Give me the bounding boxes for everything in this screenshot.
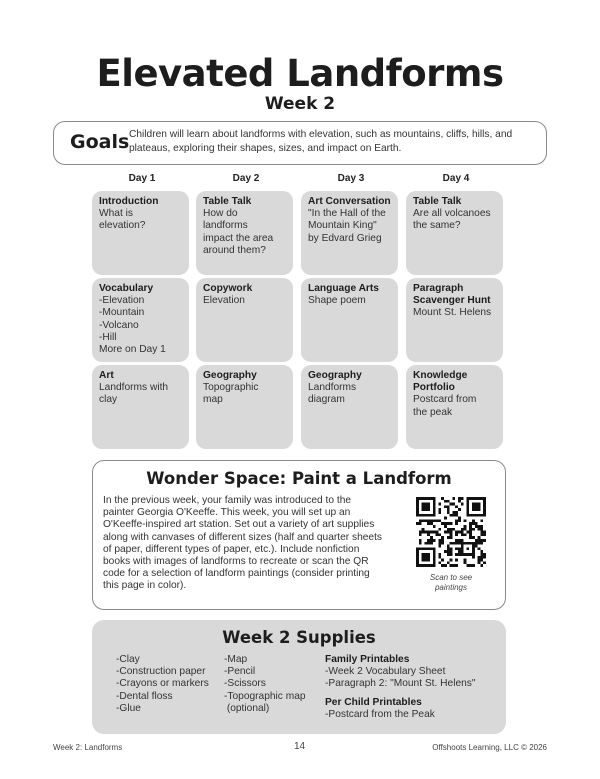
page-subtitle: Week 2 <box>264 94 336 114</box>
goals-box <box>53 121 547 165</box>
schedule-cell <box>92 191 189 275</box>
cell-line: -Volcano <box>99 319 139 331</box>
cell-line: the same? <box>413 220 461 232</box>
wonder-line: this page in color). <box>103 580 187 592</box>
cell-line: Landforms <box>308 382 357 394</box>
schedule-cell <box>301 365 398 449</box>
cell-title: Scavenger Hunt <box>413 295 491 307</box>
cell-line: Are all volcanoes <box>413 208 491 220</box>
cell-line: Elevation <box>203 295 245 307</box>
qr-caption-line: Scan to see <box>429 573 473 582</box>
schedule-cell <box>301 278 398 362</box>
qr-caption <box>411 573 491 593</box>
supply-item: -Scissors <box>224 678 266 690</box>
family-printables-heading: Family Printables <box>325 654 410 665</box>
cell-line: -Elevation <box>99 295 145 307</box>
supply-item: -Map <box>224 654 248 665</box>
printable-item: -Postcard from the Peak <box>325 708 435 720</box>
supply-item: -Construction paper <box>116 666 206 678</box>
schedule-cell <box>196 278 293 362</box>
cell-title: Copywork <box>203 283 253 294</box>
cell-title: Art Conversation <box>308 196 391 207</box>
wonder-text <box>103 495 413 593</box>
cell-line: Landforms with <box>99 382 169 394</box>
supply-item: -Pencil <box>224 666 256 678</box>
cell-line: Topographic <box>203 382 259 394</box>
cell-line: More on Day 1 <box>99 344 166 356</box>
supply-item: -Dental floss <box>116 690 173 702</box>
schedule-cell <box>92 278 189 362</box>
cell-title: Table Talk <box>413 196 462 207</box>
cell-title: Geography <box>203 370 257 381</box>
cell-line: -Mountain <box>99 307 145 319</box>
supply-item: (optional) <box>224 702 270 714</box>
cell-line: Postcard from <box>413 394 477 406</box>
schedule-cell <box>196 191 293 275</box>
page-number: 14 <box>294 741 306 752</box>
cell-title: Knowledge <box>413 370 468 381</box>
day-header-4: Day 4 <box>442 173 470 184</box>
page-title: Elevated Landforms <box>96 52 504 95</box>
cell-title: Introduction <box>99 196 159 207</box>
supply-item: -Glue <box>116 702 141 714</box>
cell-line: impact the area <box>203 232 274 244</box>
schedule-cell <box>406 278 503 362</box>
day-header-2: Day 2 <box>232 173 260 184</box>
wonder-line: books with images of landforms to recreate or scan the QR <box>103 556 369 568</box>
footer-right: Offshoots Learning, LLC © 2026 <box>432 743 547 752</box>
supply-item: -Topographic map <box>224 690 306 702</box>
schedule-cell <box>301 191 398 275</box>
wonder-line: painter Georgia O'Keeffe. This week, you will set up an <box>103 507 351 519</box>
schedule-cell <box>92 365 189 449</box>
cell-line: "In the Hall of the <box>308 208 386 220</box>
day-headers <box>92 173 506 187</box>
wonder-line: code for a selection of landform paintings (consider printing <box>103 568 370 580</box>
footer-left: Week 2: Landforms <box>53 743 123 752</box>
goals-text: Children will learn about landforms with elevation, such as mountains, cliffs, hills, and plateaus, exploring their shapes, sizes, and impact on Earth. <box>129 129 513 154</box>
day-header-1: Day 1 <box>128 173 156 184</box>
cell-title: Paragraph <box>413 283 464 294</box>
supply-item: -Clay <box>116 654 140 665</box>
supplies-column-3 <box>325 654 476 721</box>
wonder-title: Wonder Space: Paint a Landform <box>146 469 452 488</box>
wonder-line: of paper, different types of paper, etc.). Include nonfiction <box>103 543 360 555</box>
goals-label: Goals <box>70 131 130 153</box>
cell-line: diagram <box>308 394 345 406</box>
cell-line: How do <box>203 208 238 220</box>
cell-line: by Edvard Grieg <box>308 232 382 244</box>
schedule-cell <box>406 365 503 449</box>
cell-line: clay <box>99 394 118 406</box>
cell-title: Language Arts <box>308 283 379 294</box>
cell-line: the peak <box>413 406 453 418</box>
day-header-3: Day 3 <box>337 173 365 184</box>
schedule-cell <box>406 191 503 275</box>
cell-title: Table Talk <box>203 196 252 207</box>
cell-line: Shape poem <box>308 295 366 307</box>
printable-item: -Week 2 Vocabulary Sheet <box>325 666 446 678</box>
wonder-line: O'Keeffe-inspired art station. Set out a variety of art supplies <box>103 519 375 531</box>
schedule-cell <box>196 365 293 449</box>
cell-line: map <box>203 394 223 406</box>
cell-title: Portfolio <box>413 382 455 394</box>
cell-line: around them? <box>203 244 266 256</box>
cell-line: landforms <box>203 220 248 232</box>
cell-line: Mountain King" <box>308 220 377 232</box>
cell-line: What is <box>99 208 133 220</box>
child-printables-heading: Per Child Printables <box>325 696 422 708</box>
supplies-box <box>92 620 506 734</box>
qr-code-icon[interactable] <box>416 497 486 567</box>
supplies-column-1 <box>116 654 209 715</box>
cell-line: Mount St. Helens <box>413 307 492 319</box>
supply-item: -Crayons or markers <box>116 678 209 690</box>
wonder-line: along with canvases of different sizes (half and quarter sheets <box>103 531 382 543</box>
qr-caption-line: paintings <box>434 583 468 592</box>
supplies-title: Week 2 Supplies <box>222 628 376 647</box>
cell-line: elevation? <box>99 220 146 232</box>
cell-title: Geography <box>308 370 362 381</box>
supplies-column-2 <box>224 654 306 715</box>
cell-title: Vocabulary <box>99 283 154 294</box>
cell-title: Art <box>99 370 114 381</box>
cell-line: -Hill <box>99 331 117 343</box>
printable-item: -Paragraph 2: "Mount St. Helens" <box>325 678 476 690</box>
wonder-line: In the previous week, your family was introduced to the <box>103 495 352 506</box>
wonder-space-box <box>92 460 506 610</box>
